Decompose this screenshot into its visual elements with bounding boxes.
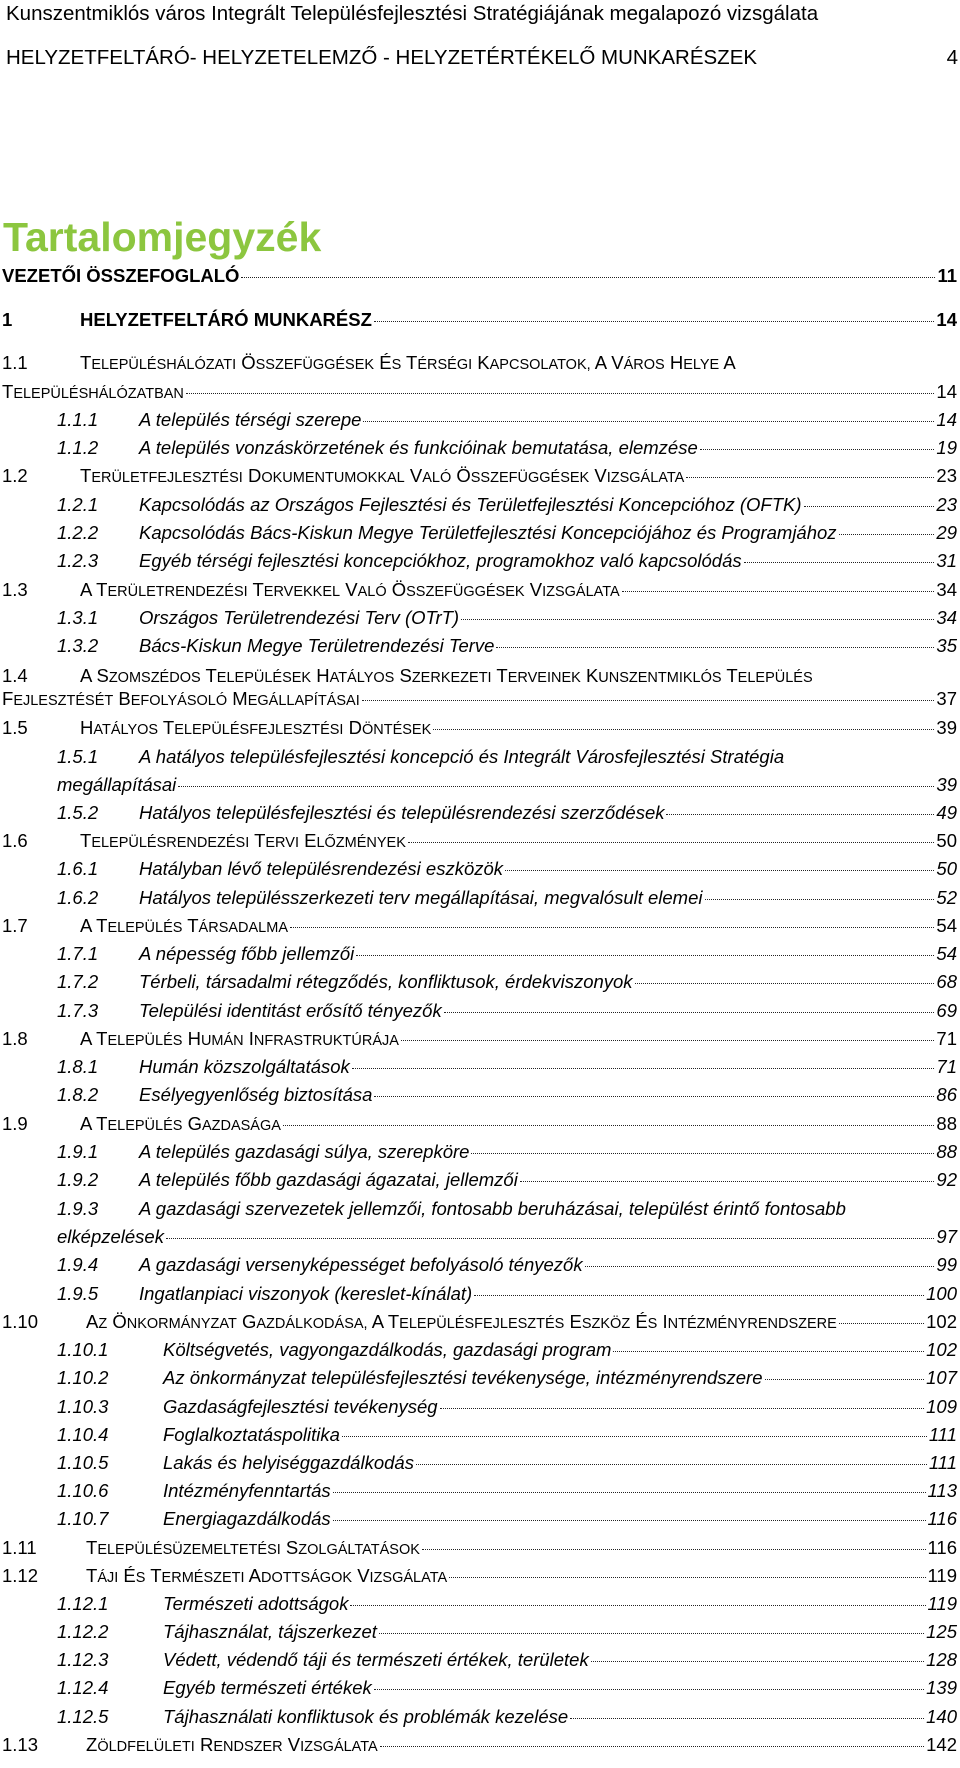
toc-entry[interactable]	[57, 436, 957, 460]
toc-entry-title: TELEPÜLÉSRENDEZÉSI TERVI ELŐZMÉNYEK	[80, 830, 406, 851]
toc-entry-page: 113	[927, 1480, 957, 1501]
toc-dot-leader	[585, 1266, 935, 1267]
toc-entry-title: A gazdasági versenyképességet befolyásoló tényezők	[139, 1254, 583, 1275]
toc-dot-leader	[471, 1153, 934, 1154]
toc-entry-page: 50	[936, 858, 957, 879]
toc-entry[interactable]	[2, 1112, 957, 1138]
toc-entry-number: 1.10.1	[57, 1339, 109, 1360]
toc-entry-title: Tájhasználat, tájszerkezet	[163, 1621, 377, 1642]
toc-entry[interactable]	[2, 264, 957, 288]
toc-entry-title: Térbeli, társadalmi rétegződés, konfliktusok, érdekviszonyok	[139, 971, 633, 992]
toc-entry-page: 52	[936, 887, 957, 908]
toc-entry[interactable]	[57, 1282, 957, 1306]
toc-entry[interactable]	[2, 1027, 957, 1053]
toc-entry-title: Bács-Kiskun Megye Területrendezési Terve	[139, 635, 495, 656]
toc-entry-page: 88	[936, 1113, 957, 1134]
toc-entry-number: 1.3.2	[57, 635, 99, 656]
toc-dot-leader	[765, 1379, 925, 1380]
toc-dot-leader	[380, 1746, 924, 1747]
toc-title: Tartalomjegyzék	[3, 214, 322, 260]
toc-dot-leader	[350, 1605, 925, 1606]
toc-dot-leader	[356, 955, 934, 956]
toc-entry-title: Esélyegyenlőség biztosítása	[139, 1084, 373, 1105]
toc-entry[interactable]	[2, 829, 957, 855]
toc-entry-title: TERÜLETFEJLESZTÉSI DOKUMENTUMOKKAL VALÓ ÖSSZEFÜGGÉSEK VIZSGÁLATA	[80, 465, 685, 486]
toc-entry[interactable]	[57, 1055, 957, 1079]
toc-entry-page: 142	[926, 1734, 957, 1755]
toc-entry-number: 1.9.3	[57, 1198, 99, 1219]
toc-dot-leader	[666, 814, 934, 815]
toc-entry-number: 1.9.2	[57, 1169, 99, 1190]
toc-entry-page: 14	[936, 381, 957, 402]
toc-dot-leader	[290, 927, 934, 928]
toc-entry-number: 1.7.3	[57, 1000, 99, 1021]
toc-entry-page: 140	[926, 1706, 957, 1727]
toc-entry-title: Tájhasználati konfliktusok és problémák kezelése	[163, 1706, 569, 1727]
toc-entry-page: 23	[936, 494, 957, 515]
toc-entry-title: Foglalkoztatáspolitika	[163, 1424, 340, 1445]
toc-entry-number: 1	[2, 309, 13, 330]
toc-entry-title: Költségvetés, vagyongazdálkodás, gazdasági program	[163, 1339, 612, 1360]
toc-entry-number: 1.9.1	[57, 1141, 99, 1162]
toc-entry-title: A TERÜLETRENDEZÉSI TERVEKKEL VALÓ ÖSSZEFÜGGÉSEK VIZSGÁLATA	[80, 579, 620, 600]
toc-entry-title: Ingatlanpiaci viszonyok (kereslet-kínálat)	[139, 1283, 473, 1304]
toc-entry-title: Egyéb térségi fejlesztési koncepciókhoz, programokhoz való kapcsolódás	[139, 550, 742, 571]
toc-entry[interactable]	[57, 999, 957, 1023]
toc-entry-title: VEZETŐI ÖSSZEFOGLALÓ	[2, 265, 240, 286]
toc-entry-page: 100	[926, 1283, 957, 1304]
toc-entry-title: Természeti adottságok	[163, 1593, 349, 1614]
toc-entry-page: 11	[937, 265, 957, 286]
toc-entry-number: 1.12.2	[57, 1621, 109, 1642]
toc-entry-title: Hatályos településfejlesztési és településrendezési szerződések	[139, 802, 665, 823]
toc-entry-title: Települési identitást erősítő tényezők	[139, 1000, 442, 1021]
toc-entry-title: AZ ÖNKORMÁNYZAT GAZDÁLKODÁSA, A TELEPÜLÉSFEJLESZTÉS ESZKÖZ ÉS INTÉZMÉNYRENDSZERE	[86, 1311, 837, 1332]
toc-entry[interactable]	[57, 773, 957, 797]
toc-entry[interactable]	[57, 1507, 957, 1531]
toc-dot-leader	[283, 1125, 935, 1126]
toc-dot-leader	[333, 1520, 926, 1521]
toc-entry-page: 23	[936, 465, 957, 486]
toc-entry-number: 1.5.2	[57, 802, 99, 823]
toc-entry-title: Hatályos településszerkezeti terv megállapításai, megvalósult elemei	[139, 887, 703, 908]
toc-entry-page: 14	[936, 409, 957, 430]
toc-entry-page: 39	[936, 717, 957, 738]
toc-dot-leader	[591, 1661, 924, 1662]
toc-entry-number: 1.10	[2, 1311, 39, 1332]
toc-entry-page: 119	[927, 1565, 957, 1586]
toc-entry-number: 1.12	[2, 1565, 39, 1586]
toc-dot-leader	[379, 1633, 924, 1634]
toc-entry[interactable]	[57, 1592, 957, 1616]
toc-entry-number: 1.8.2	[57, 1084, 99, 1105]
toc-dot-leader	[333, 1492, 926, 1493]
toc-entry-number: 1.7.2	[57, 971, 99, 992]
toc-entry-number: 1.12.1	[57, 1593, 109, 1614]
toc-entry-page: 86	[936, 1084, 957, 1105]
toc-entry-page: 68	[936, 971, 957, 992]
toc-entry-number: 1.5	[2, 717, 28, 738]
toc-entry-page: 69	[936, 1000, 957, 1021]
toc-entry[interactable]	[57, 606, 957, 630]
toc-entry-title: Gazdaságfejlesztési tevékenység	[163, 1396, 438, 1417]
toc-entry-number: 1.3.1	[57, 607, 99, 628]
toc-entry-title: Kapcsolódás az Országos Fejlesztési és Területfejlesztési Koncepcióhoz (OFTK)	[139, 494, 802, 515]
toc-entry-title: FEJLESZTÉSÉT BEFOLYÁSOLÓ MEGÁLLAPÍTÁSAI	[2, 688, 360, 709]
toc-entry[interactable]	[57, 1225, 957, 1249]
toc-entry-number: 1.9.5	[57, 1283, 99, 1304]
toc-entry-page: 88	[936, 1141, 957, 1162]
toc-entry-title: HELYZETFELTÁRÓ MUNKARÉSZ	[80, 309, 372, 330]
toc-entry[interactable]	[57, 521, 957, 545]
toc-entry-number: 1.7.1	[57, 943, 99, 964]
toc-entry-title: TELEPÜLÉSHÁLÓZATI ÖSSZEFÜGGÉSEK ÉS TÉRSÉGI KAPCSOLATOK, A VÁROS HELYE A	[80, 352, 736, 373]
toc-entry[interactable]	[57, 1705, 957, 1729]
toc-entry[interactable]	[57, 1366, 957, 1390]
toc-entry-page: 14	[936, 309, 957, 330]
toc-entry-page: 102	[926, 1311, 957, 1332]
toc-entry[interactable]	[2, 351, 957, 377]
toc-dot-leader	[416, 1464, 927, 1465]
toc-dot-leader	[444, 1012, 935, 1013]
toc-entry-title: A gazdasági szervezetek jellemzői, fontosabb beruházásai, települést érintő fontosabb	[139, 1198, 846, 1219]
toc-entry[interactable]	[57, 1253, 957, 1277]
toc-entry[interactable]	[2, 716, 957, 742]
toc-entry-number: 1.9	[2, 1113, 28, 1134]
toc-entry-page: 111	[928, 1424, 957, 1445]
toc-entry-number: 1.13	[2, 1734, 39, 1755]
page-number: 4	[946, 46, 958, 69]
toc-entry-number: 1.2.3	[57, 550, 99, 571]
toc-entry[interactable]	[2, 578, 957, 604]
toc-entry[interactable]	[57, 1648, 957, 1672]
toc-entry-title: A népesség főbb jellemzői	[139, 943, 355, 964]
toc-entry-title: A TELEPÜLÉS TÁRSADALMA	[80, 915, 288, 936]
toc-dot-leader	[686, 477, 934, 478]
toc-entry-title: TÁJI ÉS TERMÉSZETI ADOTTSÁGOK VIZSGÁLATA	[86, 1565, 448, 1586]
toc-entry[interactable]	[2, 1564, 957, 1590]
toc-entry-page: 35	[936, 635, 957, 656]
toc-entry-page: 50	[936, 830, 957, 851]
toc-entry[interactable]	[2, 1536, 957, 1562]
toc-dot-leader	[705, 899, 935, 900]
toc-entry[interactable]	[57, 493, 957, 517]
toc-entry[interactable]	[57, 1451, 957, 1475]
toc-entry-title: Lakás és helyiséggazdálkodás	[163, 1452, 414, 1473]
toc-entry[interactable]	[57, 886, 957, 910]
toc-entry-title: megállapításai	[57, 774, 177, 795]
toc-entry[interactable]	[2, 914, 957, 940]
toc-dot-leader	[520, 1181, 935, 1182]
toc-entry-number: 1.9.4	[57, 1254, 99, 1275]
toc-dot-leader	[342, 1436, 927, 1437]
toc-entry[interactable]	[57, 549, 957, 573]
toc-entry-title: A település vonzáskörzetének és funkcióinak bemutatása, elemzése	[139, 437, 698, 458]
toc-entry-page: 99	[936, 1254, 957, 1275]
toc-dot-leader	[374, 1689, 924, 1690]
toc-entry-title: A hatályos településfejlesztési koncepció és Integrált Városfejlesztési Stratégia	[139, 746, 785, 767]
toc-entry-title: Kapcsolódás Bács-Kiskun Megye Területfejlesztési Koncepciójához és Programjához	[139, 522, 837, 543]
toc-entry[interactable]	[2, 1310, 957, 1336]
toc-entry-number: 1.10.4	[57, 1424, 109, 1445]
toc-entry-title: A település főbb gazdasági ágazatai, jellemzői	[139, 1169, 518, 1190]
toc-dot-leader	[613, 1351, 924, 1352]
toc-entry-page: 29	[936, 522, 957, 543]
toc-entry-number: 1.2	[2, 465, 28, 486]
toc-entry-page: 71	[936, 1056, 957, 1077]
toc-entry-number: 1.11	[2, 1537, 37, 1558]
toc-dot-leader	[744, 562, 935, 563]
toc-entry[interactable]	[2, 1733, 957, 1759]
toc-entry-title: A SZOMSZÉDOS TELEPÜLÉSEK HATÁLYOS SZERKEZETI TERVEINEK KUNSZENTMIKLÓS TELEPÜLÉS	[80, 665, 813, 686]
toc-entry-page: 116	[927, 1508, 957, 1529]
toc-dot-leader	[241, 277, 935, 278]
toc-entry[interactable]	[57, 1140, 957, 1164]
toc-dot-leader	[839, 1323, 924, 1324]
toc-entry-number: 1.4	[2, 665, 28, 686]
toc-dot-leader	[422, 1549, 926, 1550]
toc-entry-number: 1.8	[2, 1028, 28, 1049]
toc-entry-number: 1.3	[2, 579, 28, 600]
toc-entry-title: A település térségi szerepe	[139, 409, 362, 430]
toc-entry-title: Energiagazdálkodás	[163, 1508, 331, 1529]
toc-entry-number: 1.10.2	[57, 1367, 109, 1388]
toc-dot-leader	[570, 1718, 924, 1719]
toc-entry[interactable]	[57, 1338, 957, 1362]
toc-dot-leader	[374, 321, 935, 322]
toc-dot-leader	[505, 870, 934, 871]
toc-dot-leader	[440, 1408, 925, 1409]
toc-dot-leader	[449, 1577, 925, 1578]
toc-entry[interactable]	[2, 464, 957, 490]
toc-dot-leader	[374, 1096, 934, 1097]
toc-entry[interactable]	[57, 634, 957, 658]
toc-entry[interactable]	[2, 380, 957, 406]
toc-entry-page: 125	[926, 1621, 957, 1642]
header-section-title: HELYZETFELTÁRÓ- HELYZETELEMZŐ - HELYZETÉRTÉKELŐ MUNKARÉSZEK	[6, 46, 758, 69]
toc-dot-leader	[496, 647, 934, 648]
toc-entry[interactable]	[57, 857, 957, 881]
toc-entry-title: TELEPÜLÉSHÁLÓZATBAN	[2, 381, 184, 402]
toc-entry[interactable]	[57, 1620, 957, 1644]
toc-entry[interactable]	[57, 1197, 957, 1221]
toc-entry[interactable]	[57, 1479, 957, 1503]
toc-dot-leader	[804, 506, 935, 507]
toc-entry[interactable]	[57, 801, 957, 825]
toc-entry[interactable]	[57, 942, 957, 966]
toc-entry-number: 1.1.1	[57, 409, 99, 430]
toc-entry-number: 1.12.4	[57, 1677, 109, 1698]
toc-entry-page: 34	[936, 579, 957, 600]
toc-entry-page: 34	[936, 607, 957, 628]
toc-entry-title: A TELEPÜLÉS HUMÁN INFRASTRUKTÚRÁJA	[80, 1028, 399, 1049]
toc-entry-number: 1.1	[2, 352, 28, 373]
toc-entry[interactable]	[57, 1423, 957, 1447]
toc-entry-title: TELEPÜLÉSÜZEMELTETÉSI SZOLGÁLTATÁSOK	[86, 1537, 420, 1558]
toc-entry-number: 1.1.2	[57, 437, 99, 458]
toc-dot-leader	[622, 591, 935, 592]
toc-entry-page: 39	[936, 774, 957, 795]
toc-entry-page: 54	[936, 943, 957, 964]
toc-entry-number: 1.7	[2, 915, 28, 936]
toc-entry-number: 1.10.6	[57, 1480, 109, 1501]
toc-entry-title: Hatályban lévő településrendezési eszközök	[139, 858, 504, 879]
toc-entry-number: 1.5.1	[57, 746, 99, 767]
toc-entry[interactable]	[2, 687, 957, 713]
toc-entry-page: 107	[926, 1367, 957, 1388]
toc-entry-page: 116	[927, 1537, 957, 1558]
toc-entry-page: 54	[936, 915, 957, 936]
toc-entry-title: HATÁLYOS TELEPÜLÉSFEJLESZTÉSI DÖNTÉSEK	[80, 717, 432, 738]
toc-dot-leader	[363, 421, 934, 422]
toc-entry-title: Országos Területrendezési Terv (OTrT)	[139, 607, 460, 628]
toc-entry-page: 19	[936, 437, 957, 458]
toc-entry-page: 49	[936, 802, 957, 823]
toc-entry-number: 1.2.1	[57, 494, 99, 515]
toc-entry[interactable]	[57, 970, 957, 994]
toc-dot-leader	[839, 534, 935, 535]
toc-dot-leader	[433, 729, 934, 730]
toc-dot-leader	[474, 1295, 924, 1296]
toc-entry[interactable]	[57, 1168, 957, 1192]
toc-dot-leader	[166, 1238, 934, 1239]
toc-entry-page: 71	[936, 1028, 957, 1049]
toc-entry-title: A település gazdasági súlya, szerepköre	[139, 1141, 470, 1162]
toc-dot-leader	[362, 700, 935, 701]
toc-entry-title: Az önkormányzat településfejlesztési tevékenysége, intézményrendszere	[163, 1367, 763, 1388]
toc-entry-number: 1.6	[2, 830, 28, 851]
toc-dot-leader	[401, 1040, 934, 1041]
toc-entry-title: Egyéb természeti értékek	[163, 1677, 372, 1698]
toc-entry-number: 1.10.3	[57, 1396, 109, 1417]
toc-entry-page: 109	[926, 1396, 957, 1417]
toc-entry-number: 1.10.7	[57, 1508, 109, 1529]
toc-entry[interactable]	[57, 745, 957, 769]
toc-entry-number: 1.8.1	[57, 1056, 99, 1077]
toc-entry-number: 1.2.2	[57, 522, 99, 543]
toc-entry-page: 102	[926, 1339, 957, 1360]
toc-dot-leader	[700, 449, 935, 450]
toc-entry-title: elképzelések	[57, 1226, 164, 1247]
toc-entry-title: A TELEPÜLÉS GAZDASÁGA	[80, 1113, 281, 1134]
toc-entry[interactable]	[57, 1083, 957, 1107]
toc-entry-page: 128	[926, 1649, 957, 1670]
toc-entry-page: 97	[936, 1226, 957, 1247]
header-document-title: Kunszentmiklós város Integrált Településfejlesztési Stratégiájának megalapozó vizsgálata	[6, 2, 819, 25]
toc-entry[interactable]	[57, 408, 957, 432]
toc-dot-leader	[408, 842, 935, 843]
toc-entry-title: Humán közszolgáltatások	[139, 1056, 350, 1077]
toc-entry-page: 92	[936, 1169, 957, 1190]
toc-entry-page: 111	[928, 1452, 957, 1473]
toc-entry-number: 1.6.1	[57, 858, 99, 879]
toc-entry[interactable]	[57, 1676, 957, 1700]
toc-entry-number: 1.12.5	[57, 1706, 109, 1727]
toc-entry-number: 1.12.3	[57, 1649, 109, 1670]
toc-entry-title: Intézményfenntartás	[163, 1480, 331, 1501]
toc-dot-leader	[461, 619, 934, 620]
toc-entry-title: ZÖLDFELÜLETI RENDSZER VIZSGÁLATA	[86, 1734, 378, 1755]
toc-entry-title: Védett, védendő táji és természeti értékek, területek	[163, 1649, 589, 1670]
toc-dot-leader	[352, 1068, 935, 1069]
toc-entry-page: 31	[936, 550, 957, 571]
toc-entry[interactable]	[57, 1395, 957, 1419]
toc-dot-leader	[178, 786, 934, 787]
toc-entry-page: 37	[936, 688, 957, 709]
toc-entry-page: 139	[926, 1677, 957, 1698]
toc-entry-number: 1.10.5	[57, 1452, 109, 1473]
toc-entry-number: 1.6.2	[57, 887, 99, 908]
toc-entry[interactable]	[2, 308, 957, 332]
toc-dot-leader	[186, 393, 935, 394]
toc-dot-leader	[635, 983, 935, 984]
toc-entry-page: 119	[927, 1593, 957, 1614]
